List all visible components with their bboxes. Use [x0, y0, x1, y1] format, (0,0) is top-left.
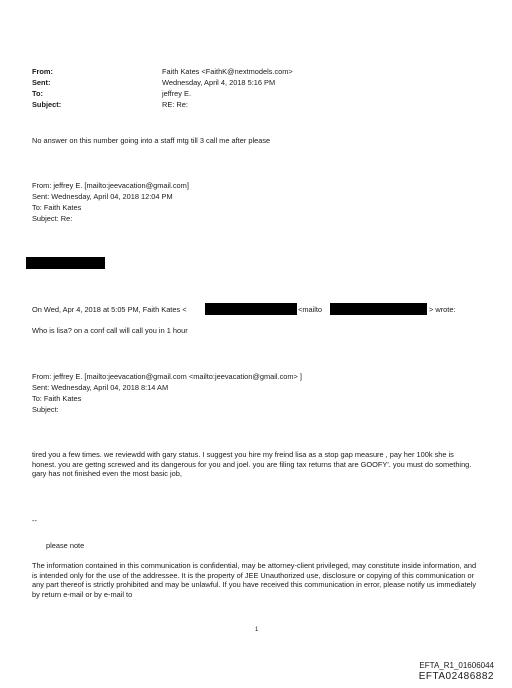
sent-value: Wednesday, April 4, 2018 5:16 PM	[162, 78, 276, 87]
redaction-box	[26, 257, 105, 269]
footer-id-primary: EFTA_R1_01606044	[419, 661, 494, 670]
quote2-from: From: jeffrey E. [mailto:jeevacation@gmail.com <mailto:jeevacation@gmail.com> ]	[32, 372, 302, 381]
reply-line: Who is lisa? on a conf call will call you in 1 hour	[32, 326, 188, 335]
quote2-to: To: Faith Kates	[32, 394, 82, 403]
redaction-box	[205, 303, 297, 315]
quote1-sent: Sent: Wednesday, April 04, 2018 12:04 PM	[32, 192, 173, 201]
quote1-from: From: jeffrey E. [mailto:jeevacation@gmail.com]	[32, 181, 189, 190]
page-number: 1	[255, 627, 259, 633]
redaction-box	[330, 303, 427, 315]
please-note-heading: please note	[46, 541, 85, 550]
quote2-subject: Subject:	[32, 405, 59, 414]
wrote-line-mailto: <mailto	[298, 305, 323, 314]
quote2-sent: Sent: Wednesday, April 04, 2018 8:14 AM	[32, 383, 169, 392]
disclaimer-paragraph: The information contained in this communication is confidential, may be attorney-client privileged, may constitute inside information, and is intended only for the use of the addressee. It is the property of JEE Unauthorized use, disclosure or copying of this communication or any part thereof is strictly prohibited and may be unlawful. If you have received this communication in error, please notify us immediately by return e-mail or by e-mail to	[32, 561, 477, 599]
signature-separator: --	[32, 516, 37, 525]
subject-label: Subject:	[32, 100, 62, 109]
subject-value: RE: Re:	[162, 100, 188, 109]
to-label: To:	[32, 89, 43, 98]
footer-id-secondary: EFTA02486882	[418, 671, 494, 682]
wrote-line-prefix: On Wed, Apr 4, 2018 at 5:05 PM, Faith Kates <	[32, 305, 187, 314]
to-value: jeffrey E.	[162, 89, 192, 98]
sent-label: Sent:	[32, 78, 51, 87]
from-label: From:	[32, 67, 53, 76]
message-body-line: No answer on this number going into a staff mtg till 3 call me after please	[32, 136, 271, 145]
main-paragraph: tired you a few times. we reviewdd with gary status. I suggest you hire my freind lisa as a stop gap measure , pay her 100k she is honest. you are gettng screwed and its dangerous for you and joel. you are filing tax returns that are GOOFY'. you must do something. gary has not finished even the most basic job,	[32, 450, 472, 479]
from-value: Faith Kates <FaithK@nextmodels.com>	[162, 67, 293, 76]
wrote-line-suffix: > wrote:	[429, 305, 456, 314]
quote1-to: To: Faith Kates	[32, 203, 82, 212]
quote1-subject: Subject: Re:	[32, 214, 73, 223]
